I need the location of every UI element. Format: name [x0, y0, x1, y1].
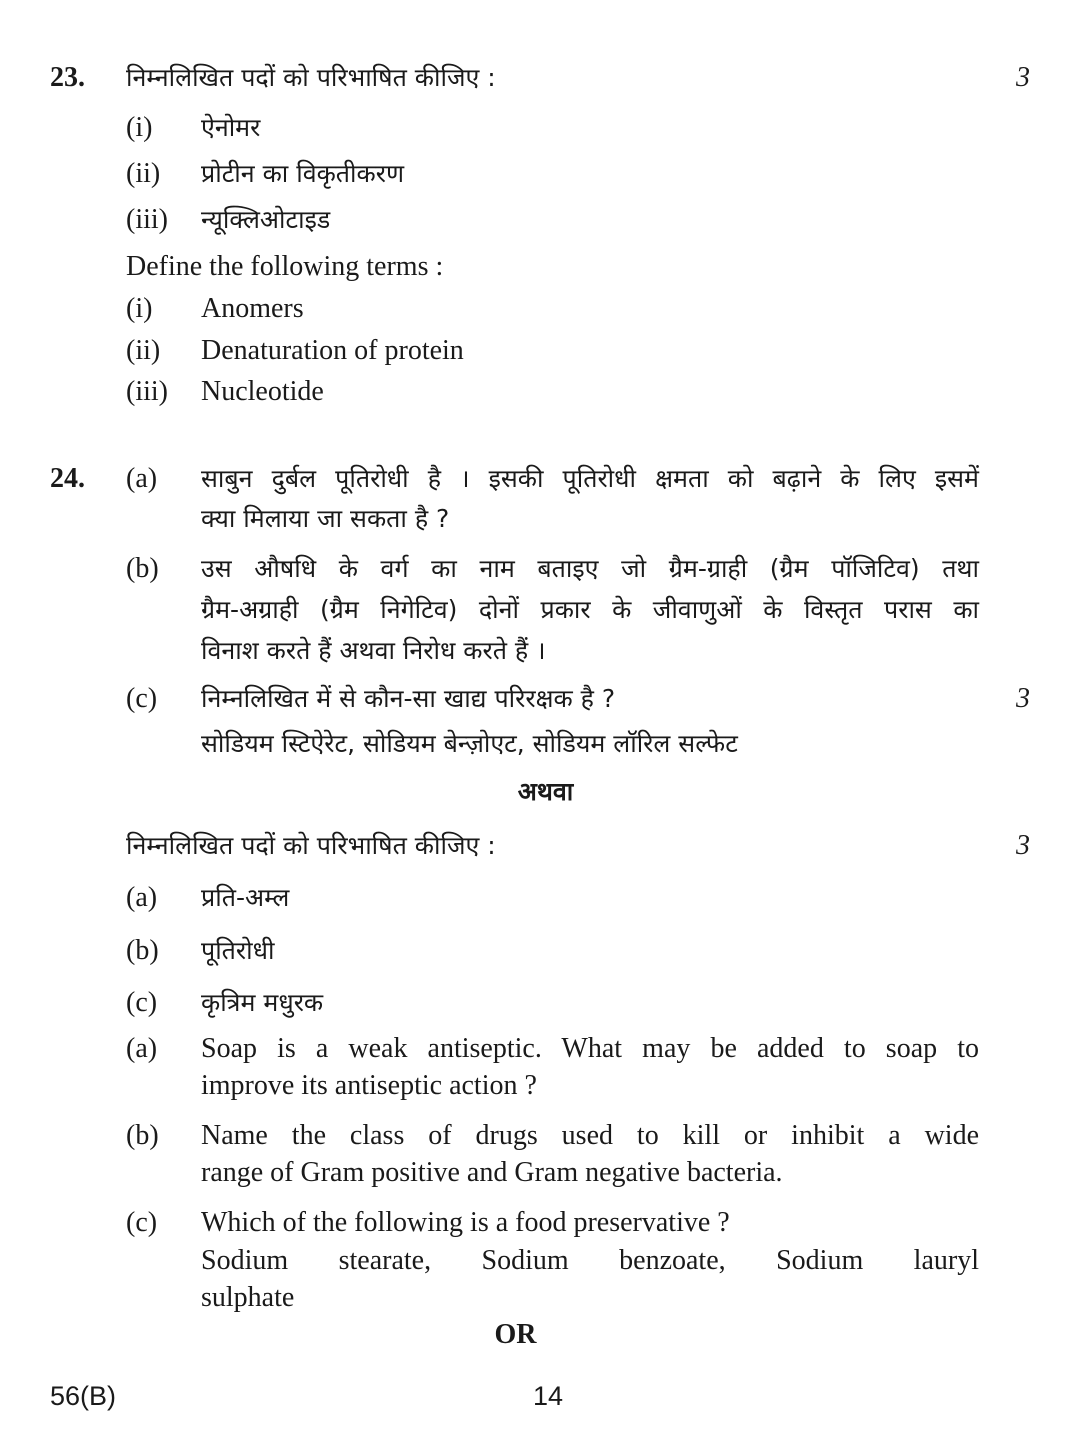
q24-hi-a-label: (a) — [126, 463, 158, 494]
q24-en-b-label: (b) — [126, 1120, 159, 1151]
q24-en-b-line1: Name the class of drugs used to kill or inhibit a wide — [201, 1120, 979, 1151]
question-number-23: 23. — [50, 62, 85, 93]
question-number-24: 24. — [50, 463, 85, 494]
q24-hi-a-line1: साबुन दुर्बल पूतिरोधी है । इसकी पूतिरोधी क्षमता को बढ़ाने के लिए इसमें — [201, 464, 979, 493]
q24-en-c-line1: Which of the following is a food preservative ? — [201, 1207, 730, 1238]
q23-en-item-text: Denaturation of protein — [201, 335, 464, 366]
q23-hindi-intro: निम्नलिखित पदों को परिभाषित कीजिए : — [126, 63, 496, 92]
q24-hi-b-label: (b) — [126, 553, 159, 584]
page-number: 14 — [533, 1381, 564, 1411]
q24-en-c-line2: Sodium stearate, Sodium benzoate, Sodium lauryl — [201, 1245, 979, 1276]
q23-en-item-text: Nucleotide — [201, 376, 324, 407]
q24-alt-item-label: (c) — [126, 987, 158, 1018]
q24-hi-c-line1: निम्नलिखित में से कौन-सा खाद्य परिरक्षक है ? — [201, 684, 616, 713]
q23-hi-item-label: (iii) — [126, 204, 168, 235]
q24-hi-c-label: (c) — [126, 683, 158, 714]
q24-en-b-line2: range of Gram positive and Gram negative bacteria. — [201, 1157, 783, 1188]
q24-alt-item-text: प्रति-अम्ल — [201, 883, 290, 912]
q24-alt-item-text: कृत्रिम मधुरक — [201, 988, 324, 1017]
q24-alt-item-label: (b) — [126, 935, 159, 966]
q24-en-a-line2: improve its antiseptic action ? — [201, 1070, 537, 1101]
q24-alt-marks: 3 — [1016, 830, 1030, 861]
q23-en-item-text: Anomers — [201, 293, 304, 324]
q24-hi-b-line3: विनाश करते हैं अथवा निरोध करते हैं । — [201, 636, 546, 665]
q23-hi-item-text: न्यूक्लिओटाइड — [201, 205, 331, 234]
q24-alt-item-text: पूतिरोधी — [201, 936, 275, 965]
q24-marks: 3 — [1016, 683, 1030, 714]
q24-en-a-line1: Soap is a weak antiseptic. What may be added to soap to — [201, 1033, 979, 1064]
q23-en-item-label: (ii) — [126, 335, 161, 366]
q24-en-a-label: (a) — [126, 1033, 158, 1064]
q23-marks: 3 — [1016, 62, 1030, 93]
q24-hi-b-line1: उस औषधि के वर्ग का नाम बताइए जो ग्रैम-ग्राही (ग्रैम पॉजिटिव) तथा — [201, 554, 979, 583]
q23-en-item-label: (iii) — [126, 376, 168, 407]
q24-en-c-label: (c) — [126, 1207, 158, 1238]
q23-hi-item-text: प्रोटीन का विकृतीकरण — [201, 159, 405, 188]
q23-hi-item-label: (ii) — [126, 158, 161, 189]
q23-hi-item-label: (i) — [126, 112, 153, 143]
q24-en-c-line3: sulphate — [201, 1282, 295, 1313]
q23-english-intro: Define the following terms : — [126, 251, 444, 282]
q23-hi-item-text: ऐनोमर — [201, 113, 261, 142]
q24-alt-hindi-intro: निम्नलिखित पदों को परिभाषित कीजिए : — [126, 831, 496, 860]
q23-en-item-label: (i) — [126, 293, 153, 324]
paper-code: 56(B) — [50, 1381, 117, 1411]
q24-hi-b-line2: ग्रैम-अग्राही (ग्रैम निगेटिव) दोनों प्रकार के जीवाणुओं के विस्तृत परास का — [201, 595, 979, 624]
q24-hi-c-line2: सोडियम स्टिऐरेट, सोडियम बेन्ज़ोएट, सोडियम लॉरिल सल्फेट — [201, 729, 738, 758]
or-separator-hindi: अथवा — [517, 777, 574, 806]
or-separator-english: OR — [494, 1319, 537, 1350]
q24-hi-a-line2: क्या मिलाया जा सकता है ? — [201, 504, 450, 533]
q24-alt-item-label: (a) — [126, 882, 158, 913]
